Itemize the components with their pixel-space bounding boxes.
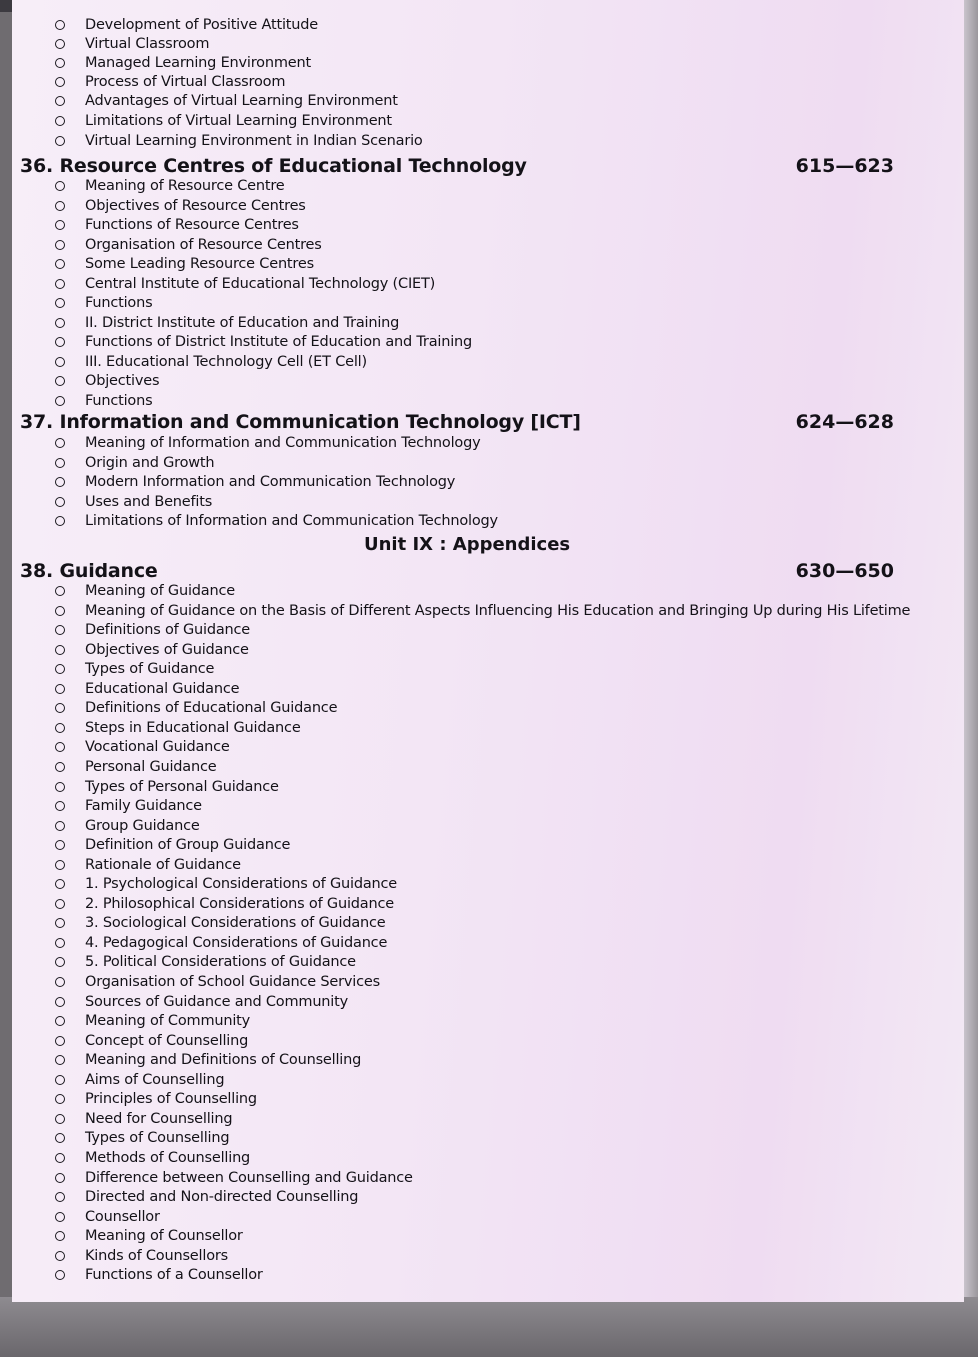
toc-item bbox=[85, 875, 397, 894]
toc-item bbox=[85, 1247, 228, 1266]
toc-item-label: 5. Political Considerations of Guidance bbox=[85, 954, 356, 970]
circle-bullet-icon bbox=[55, 977, 65, 987]
circle-bullet-icon bbox=[55, 1094, 65, 1104]
circle-bullet-icon bbox=[55, 1270, 65, 1280]
circle-bullet-icon bbox=[55, 1114, 65, 1124]
circle-bullet-icon bbox=[55, 664, 65, 674]
toc-item bbox=[85, 836, 290, 855]
circle-bullet-icon bbox=[55, 1036, 65, 1046]
toc-item bbox=[85, 1071, 224, 1090]
toc-item bbox=[85, 1169, 413, 1188]
circle-bullet-icon bbox=[55, 279, 65, 289]
circle-bullet-icon bbox=[55, 997, 65, 1007]
toc-item-label: Definitions of Educational Guidance bbox=[85, 700, 338, 716]
toc-item-label: Virtual Classroom bbox=[85, 36, 210, 52]
toc-item bbox=[85, 817, 200, 836]
circle-bullet-icon bbox=[55, 201, 65, 211]
toc-item-label: Some Leading Resource Centres bbox=[85, 256, 314, 272]
toc-item bbox=[85, 333, 472, 352]
toc-item-label: Objectives bbox=[85, 373, 160, 389]
toc-item-label: Meaning of Guidance bbox=[85, 583, 235, 599]
toc-item bbox=[85, 993, 348, 1012]
toc-item-label: Functions bbox=[85, 393, 153, 409]
toc-item bbox=[85, 660, 214, 679]
toc-item bbox=[85, 434, 480, 453]
toc-item-label: Kinds of Counsellors bbox=[85, 1248, 228, 1264]
chapter-title: 37. Information and Communication Technology [ICT] bbox=[20, 411, 581, 433]
toc-item bbox=[85, 680, 239, 699]
toc-item bbox=[85, 372, 159, 391]
toc-item-label: Limitations of Virtual Learning Environment bbox=[85, 113, 392, 129]
chapter-page-range: 630—650 bbox=[795, 560, 894, 582]
circle-bullet-icon bbox=[55, 136, 65, 146]
toc-item bbox=[85, 738, 230, 757]
toc-item bbox=[85, 621, 250, 640]
toc-item-label: Types of Guidance bbox=[85, 661, 215, 677]
toc-item bbox=[85, 35, 209, 54]
toc-item bbox=[85, 197, 306, 216]
toc-item bbox=[85, 895, 394, 914]
circle-bullet-icon bbox=[55, 181, 65, 191]
chapter-title: 38. Guidance bbox=[20, 560, 158, 582]
circle-bullet-icon bbox=[55, 1231, 65, 1241]
toc-item bbox=[85, 92, 398, 111]
circle-bullet-icon bbox=[55, 396, 65, 406]
toc-item bbox=[85, 1090, 257, 1109]
toc-item bbox=[85, 16, 318, 35]
toc-item-label: Definition of Group Guidance bbox=[85, 837, 291, 853]
toc-item-label: Educational Guidance bbox=[85, 681, 240, 697]
toc-item-label: Personal Guidance bbox=[85, 759, 217, 775]
toc-item bbox=[85, 856, 241, 875]
toc-item bbox=[85, 473, 455, 492]
toc-item-label: 3. Sociological Considerations of Guidance bbox=[85, 915, 386, 931]
toc-item-label: Definitions of Guidance bbox=[85, 622, 250, 638]
toc-item-label: Managed Learning Environment bbox=[85, 55, 311, 71]
circle-bullet-icon bbox=[55, 1173, 65, 1183]
toc-item bbox=[85, 73, 285, 92]
toc-item-label: Meaning of Counsellor bbox=[85, 1228, 243, 1244]
toc-item-label: Meaning and Definitions of Counselling bbox=[85, 1052, 362, 1068]
toc-item-label: Limitations of Information and Communication Technology bbox=[85, 513, 498, 529]
contents-page bbox=[12, 0, 964, 1302]
toc-item-label: Meaning of Information and Communication Technology bbox=[85, 435, 481, 451]
toc-item-label: Concept of Counselling bbox=[85, 1033, 249, 1049]
circle-bullet-icon bbox=[55, 458, 65, 468]
toc-item bbox=[85, 255, 314, 274]
circle-bullet-icon bbox=[55, 801, 65, 811]
circle-bullet-icon bbox=[55, 1055, 65, 1065]
toc-item bbox=[85, 112, 392, 131]
toc-item bbox=[85, 1208, 160, 1227]
toc-item-label: 4. Pedagogical Considerations of Guidance bbox=[85, 935, 388, 951]
circle-bullet-icon bbox=[55, 899, 65, 909]
circle-bullet-icon bbox=[55, 606, 65, 616]
toc-item-label: Counsellor bbox=[85, 1209, 160, 1225]
toc-item-label: Types of Counselling bbox=[85, 1130, 230, 1146]
toc-item bbox=[85, 275, 435, 294]
circle-bullet-icon bbox=[55, 1016, 65, 1026]
circle-bullet-icon bbox=[55, 918, 65, 928]
circle-bullet-icon bbox=[55, 240, 65, 250]
circle-bullet-icon bbox=[55, 259, 65, 269]
toc-item-label: Organisation of Resource Centres bbox=[85, 237, 322, 253]
circle-bullet-icon bbox=[55, 298, 65, 308]
toc-item-label: Principles of Counselling bbox=[85, 1091, 257, 1107]
toc-item-label: Rationale of Guidance bbox=[85, 857, 241, 873]
circle-bullet-icon bbox=[55, 762, 65, 772]
toc-item-label: Group Guidance bbox=[85, 818, 200, 834]
toc-item bbox=[85, 641, 249, 660]
circle-bullet-icon bbox=[55, 497, 65, 507]
toc-item bbox=[85, 758, 216, 777]
circle-bullet-icon bbox=[55, 879, 65, 889]
toc-item-label: 2. Philosophical Considerations of Guidance bbox=[85, 896, 394, 912]
toc-item bbox=[85, 177, 285, 196]
circle-bullet-icon bbox=[55, 1075, 65, 1085]
toc-item-label: Methods of Counselling bbox=[85, 1150, 251, 1166]
circle-bullet-icon bbox=[55, 957, 65, 967]
circle-bullet-icon bbox=[55, 821, 65, 831]
toc-item bbox=[85, 54, 311, 73]
toc-item-label: Types of Personal Guidance bbox=[85, 779, 279, 795]
circle-bullet-icon bbox=[55, 625, 65, 635]
circle-bullet-icon bbox=[55, 703, 65, 713]
toc-item bbox=[85, 216, 299, 235]
toc-item-label: 1. Psychological Considerations of Guidance bbox=[85, 876, 398, 892]
toc-item bbox=[85, 1032, 248, 1051]
circle-bullet-icon bbox=[55, 516, 65, 526]
circle-bullet-icon bbox=[55, 1153, 65, 1163]
toc-item-label: Organisation of School Guidance Services bbox=[85, 974, 380, 990]
circle-bullet-icon bbox=[55, 860, 65, 870]
circle-bullet-icon bbox=[55, 77, 65, 87]
toc-item bbox=[85, 1012, 250, 1031]
toc-item-label: Uses and Benefits bbox=[85, 494, 213, 510]
toc-item bbox=[85, 934, 387, 953]
toc-item bbox=[85, 1051, 361, 1070]
circle-bullet-icon bbox=[55, 96, 65, 106]
toc-item-label: II. District Institute of Education and Training bbox=[85, 315, 400, 331]
toc-item-label: Sources of Guidance and Community bbox=[85, 994, 348, 1010]
toc-item-label: Aims of Counselling bbox=[85, 1072, 225, 1088]
toc-item bbox=[85, 797, 202, 816]
circle-bullet-icon bbox=[55, 723, 65, 733]
toc-item-label: Vocational Guidance bbox=[85, 739, 230, 755]
toc-item bbox=[85, 294, 152, 313]
toc-item bbox=[85, 914, 386, 933]
unit-heading: Unit IX : Appendices bbox=[364, 534, 571, 555]
toc-item-label: Process of Virtual Classroom bbox=[85, 74, 286, 90]
circle-bullet-icon bbox=[55, 1192, 65, 1202]
toc-item bbox=[85, 493, 212, 512]
circle-bullet-icon bbox=[55, 220, 65, 230]
toc-item-label: Steps in Educational Guidance bbox=[85, 720, 301, 736]
circle-bullet-icon bbox=[55, 684, 65, 694]
circle-bullet-icon bbox=[55, 318, 65, 328]
circle-bullet-icon bbox=[55, 1133, 65, 1143]
circle-bullet-icon bbox=[55, 840, 65, 850]
toc-item-label: Functions of a Counsellor bbox=[85, 1267, 263, 1283]
circle-bullet-icon bbox=[55, 1212, 65, 1222]
toc-item-label: Family Guidance bbox=[85, 798, 202, 814]
chapter-title: 36. Resource Centres of Educational Technology bbox=[20, 155, 527, 177]
toc-item-label: Objectives of Guidance bbox=[85, 642, 249, 658]
toc-item bbox=[85, 353, 367, 372]
toc-item-label: Development of Positive Attitude bbox=[85, 17, 318, 33]
toc-item bbox=[85, 314, 399, 333]
toc-item-label: Functions of District Institute of Education and Training bbox=[85, 334, 473, 350]
toc-item-label: Meaning of Community bbox=[85, 1013, 251, 1029]
toc-item bbox=[85, 582, 235, 601]
toc-item bbox=[85, 1129, 229, 1148]
toc-item bbox=[85, 778, 279, 797]
scan-bottom-edge bbox=[0, 1297, 978, 1357]
toc-item bbox=[85, 1110, 232, 1129]
circle-bullet-icon bbox=[55, 477, 65, 487]
table-of-contents bbox=[12, 0, 964, 1302]
chapter-page-range: 615—623 bbox=[795, 155, 894, 177]
toc-item-label: Difference between Counselling and Guidance bbox=[85, 1170, 413, 1186]
toc-item-label: Objectives of Resource Centres bbox=[85, 198, 306, 214]
circle-bullet-icon bbox=[55, 39, 65, 49]
toc-item-label: Virtual Learning Environment in Indian Scenario bbox=[85, 133, 423, 149]
toc-item-label: Meaning of Resource Centre bbox=[85, 178, 285, 194]
toc-item bbox=[85, 512, 498, 531]
toc-item bbox=[85, 1227, 243, 1246]
toc-item-label: Functions of Resource Centres bbox=[85, 217, 299, 233]
toc-item bbox=[85, 1266, 263, 1285]
circle-bullet-icon bbox=[55, 58, 65, 68]
toc-item-label: Need for Counselling bbox=[85, 1111, 233, 1127]
circle-bullet-icon bbox=[55, 20, 65, 30]
toc-item-label: Central Institute of Educational Technology (CIET) bbox=[85, 276, 436, 292]
circle-bullet-icon bbox=[55, 645, 65, 655]
toc-item bbox=[85, 719, 301, 738]
toc-item bbox=[85, 973, 380, 992]
circle-bullet-icon bbox=[55, 116, 65, 126]
toc-item-label: Modern Information and Communication Technology bbox=[85, 474, 456, 490]
toc-item bbox=[85, 392, 152, 411]
toc-item-label: Functions bbox=[85, 295, 153, 311]
circle-bullet-icon bbox=[55, 586, 65, 596]
toc-item bbox=[85, 1188, 358, 1207]
circle-bullet-icon bbox=[55, 938, 65, 948]
toc-item bbox=[85, 1149, 250, 1168]
toc-item bbox=[85, 132, 423, 151]
toc-item bbox=[85, 602, 910, 621]
circle-bullet-icon bbox=[55, 357, 65, 367]
toc-item-label: Advantages of Virtual Learning Environment bbox=[85, 93, 398, 109]
toc-item bbox=[85, 699, 337, 718]
circle-bullet-icon bbox=[55, 376, 65, 386]
toc-item-label: Meaning of Guidance on the Basis of Different Aspects Influencing His Education and Bringing Up during His Lifetime bbox=[85, 603, 911, 619]
scan-right-edge bbox=[964, 0, 978, 1357]
toc-item bbox=[85, 953, 356, 972]
circle-bullet-icon bbox=[55, 742, 65, 752]
circle-bullet-icon bbox=[55, 1251, 65, 1261]
toc-item-label: Origin and Growth bbox=[85, 455, 215, 471]
circle-bullet-icon bbox=[55, 782, 65, 792]
circle-bullet-icon bbox=[55, 438, 65, 448]
toc-item-label: Directed and Non-directed Counselling bbox=[85, 1189, 359, 1205]
toc-item-label: III. Educational Technology Cell (ET Cell) bbox=[85, 354, 367, 370]
chapter-page-range: 624—628 bbox=[795, 411, 894, 433]
toc-item bbox=[85, 236, 322, 255]
toc-item bbox=[85, 454, 214, 473]
circle-bullet-icon bbox=[55, 337, 65, 347]
